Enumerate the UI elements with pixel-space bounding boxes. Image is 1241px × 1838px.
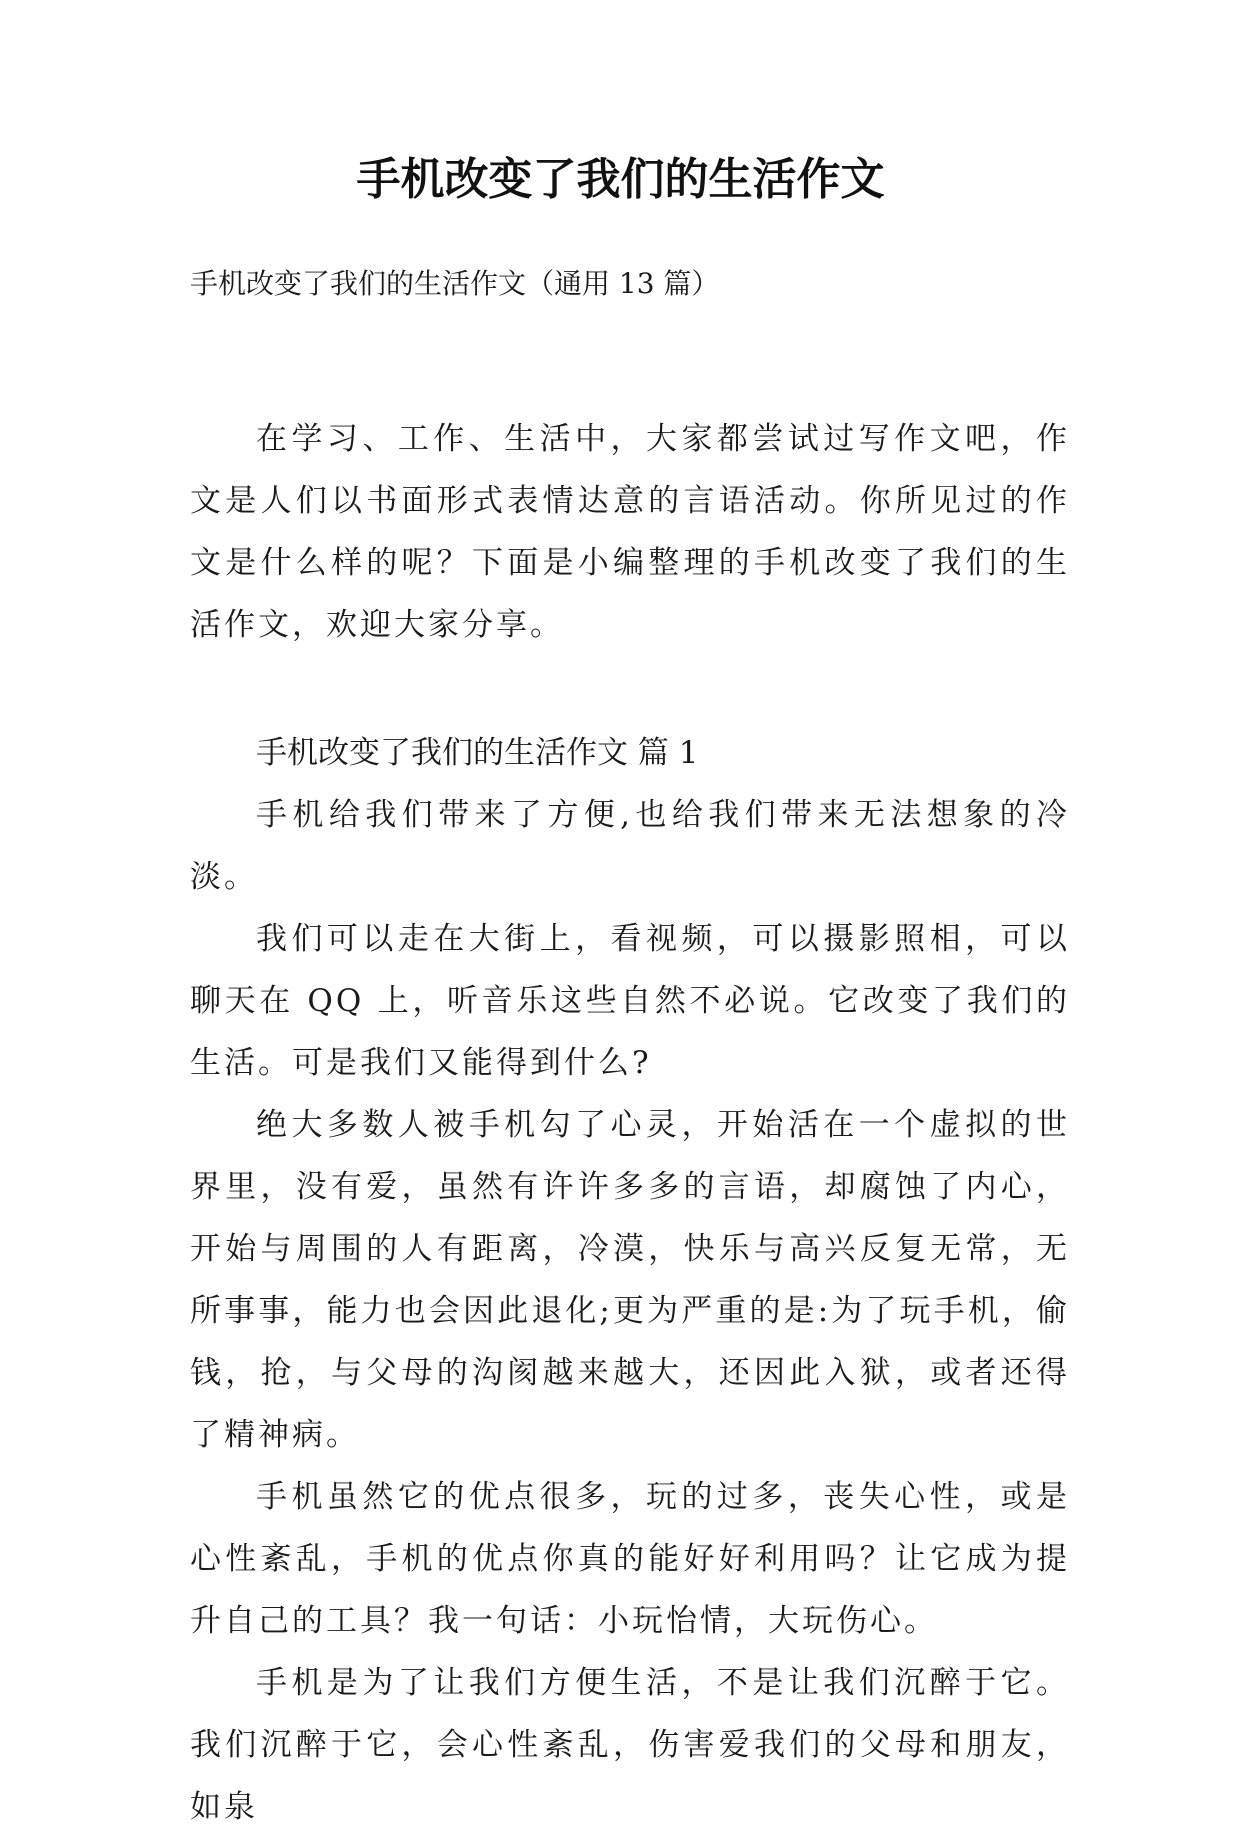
document-body	[190, 408, 1070, 1838]
body-paragraph: 手机给我们带来了方便,也给我们带来无法想象的冷淡。	[190, 797, 1070, 895]
body-paragraph: 我们可以走在大街上，看视频，可以摄影照相，可以聊天在 QQ 上，听音乐这些自然不必说。它改变了我们的生活。可是我们又能得到什么?	[190, 921, 1070, 1081]
body-paragraph: 手机是为了让我们方便生活，不是让我们沉醉于它。我们沉醉于它，会心性紊乱，伤害爱我们的父母和朋友，如泉	[190, 1665, 1070, 1825]
document-subtitle: 手机改变了我们的生活作文（通用 13 篇）	[190, 267, 720, 300]
document-title: 手机改变了我们的生活作文	[356, 154, 885, 205]
body-paragraph: 绝大多数人被手机勾了心灵，开始活在一个虚拟的世界里，没有爱，虽然有许许多多的言语，却腐蚀了内心，开始与周围的人有距离，冷漠，快乐与高兴反复无常，无所事事，能力也会因此退化;更为严重的是:为了玩手机，偷钱，抢，与父母的沟阂越来越大，还因此入狱，或者还得了精神病。	[190, 1107, 1070, 1453]
intro-paragraph: 在学习、工作、生活中，大家都尝试过写作文吧，作文是人们以书面形式表情达意的言语活动。你所见过的作文是什么样的呢？下面是小编整理的手机改变了我们的生活作文，欢迎大家分享。	[190, 421, 1070, 643]
section-heading: 手机改变了我们的生活作文 篇 1	[256, 735, 699, 771]
body-paragraph: 手机虽然它的优点很多，玩的过多，丧失心性，或是心性紊乱，手机的优点你真的能好好利用吗？让它成为提升自己的工具？我一句话：小玩怡情，大玩伤心。	[190, 1479, 1070, 1639]
